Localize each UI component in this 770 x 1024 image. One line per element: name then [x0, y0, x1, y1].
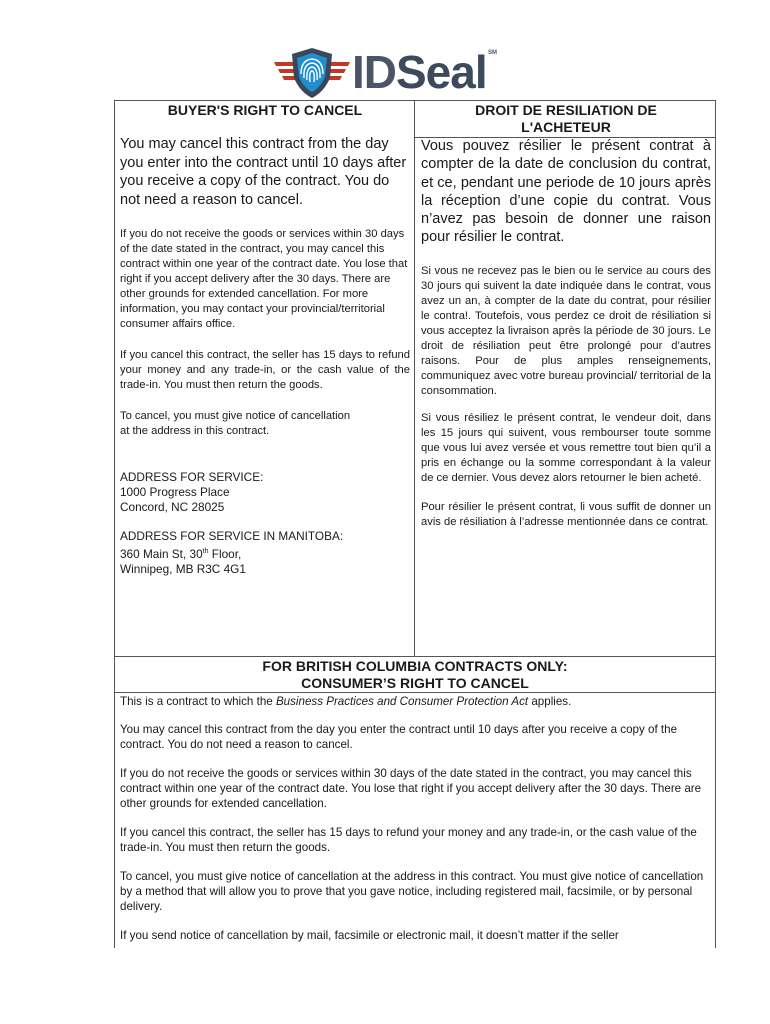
- bc-heading: FOR BRITISH COLUMBIA CONTRACTS ONLY: CONSUMER’S RIGHT TO CANCEL: [262, 658, 568, 691]
- french-paragraph: Pour résilier le présent contrat, li vous suffit de donner un avis de résiliation à l’adresse mentionnée dans ce contrat.: [421, 500, 711, 528]
- french-intro: Vous pouvez résilier le présent contrat à compter de la date de conclusion du contrat, et ce, pendant une periode de 10 jours après la réception d’une copie du contrat. Vous n’avez pas besoin de donner une raison pour résilier le contrat.: [421, 138, 711, 246]
- bc-paragraph: If you cancel this contract, the seller has 15 days to refund your money and any trade-in, or the cash value of the trade-in. You must then return the goods.: [120, 826, 697, 854]
- logo-text-id: ID: [352, 46, 396, 98]
- french-paragraph: Si vous ne recevez pas le bien ou le service au cours des 30 jours qui suivent la date indiquée dans le contrat, vous avez un an, à compter de la date du contrat, pour résilier le contra!. Toutefois, vous perdez ce droit de résiliation si vous acceptez la livraison après la période de 30 jours. Le droit de résiliation peut être prolongé pour d’autres raisons. Pour de plus amples renseignements, communiquez avec votre bureau provincial/ territorial de la consommation.: [421, 264, 711, 397]
- english-paragraph: If you cancel this contract, the seller has 15 days to refund your money and any trade-in, or the cash value of the trade-in. You must then return the goods.: [120, 349, 410, 391]
- english-paragraph: To cancel, you must give notice of cancellation at the address in this contract.: [120, 410, 351, 437]
- bc-paragraph: To cancel, you must give notice of cancellation at the address in this contract. You must give notice of cancellation by a method that will allow you to prove that you gave notice, including registered mail, facsimile, or by personal delivery.: [120, 870, 704, 913]
- idseal-logo: [272, 44, 502, 100]
- address-for-service: ADDRESS FOR SERVICE: 1000 Progress Place Concord, NC 28025: [120, 470, 264, 514]
- bc-paragraph: If you do not receive the goods or services within 30 days of the date stated in the contract, you may cancel this contract within one year of the contract date. You lose that right if you accept delivery after the 30 days. There are other grounds for extended cancellation.: [120, 767, 702, 810]
- bc-body: [114, 694, 716, 957]
- act-name: Business Practices and Consumer Protection Act: [275, 695, 529, 708]
- bc-paragraph: This is a contract to which the Business Practices and Consumer Protection Act applies.: [120, 695, 572, 708]
- english-paragraph: If you do not receive the goods or services within 30 days of the date stated in the contract, you may cancel this contract within one year of the contract date. You lose that right if you accept delivery after the 30 days. There are other grounds for extended cancellation. For more information, you may contact your provincial/territorial consumer affairs office.: [120, 228, 408, 330]
- column-divider: [414, 100, 415, 656]
- divider-line: [114, 692, 716, 693]
- logo-trademark: SM: [488, 50, 497, 56]
- bc-paragraph: If you send notice of cancellation by mail, facsimile or electronic mail, it doesn’t matter if the seller: [120, 929, 619, 942]
- fingerprint-shield-icon: [272, 44, 352, 100]
- french-paragraph: Si vous résiliez le présent contrat, le vendeur doit, dans les 15 jours qui suivent, vous rembourser toute somme que vous lui avez versée et vous remettre tout bien qu’il a pris en échange ou la somme correspondant à la valeur de ce dernier. Vous devez alors retourner le bien acheté.: [421, 411, 711, 484]
- manitoba-address: ADDRESS FOR SERVICE IN MANITOBA: 360 Main St, 30th Floor, Winnipeg, MB R3C 4G1: [120, 529, 344, 576]
- english-column: [120, 102, 410, 577]
- french-column: [421, 102, 711, 530]
- buyers-right-heading: BUYER'S RIGHT TO CANCEL: [167, 102, 363, 118]
- english-intro: You may cancel this contract from the day you enter into the contract until 10 days after you receive a copy of the contract. You do not need a reason to cancel.: [120, 136, 407, 208]
- logo-text-seal: Seal: [396, 46, 487, 98]
- droit-resiliation-heading: DROIT DE RESILIATION DE L'ACHETEUR: [475, 102, 657, 135]
- bc-paragraph: You may cancel this contract from the day you enter the contract until 10 days after you receive a copy of the contract. You do not need a reason to cancel.: [120, 723, 678, 751]
- divider-line: [114, 656, 716, 657]
